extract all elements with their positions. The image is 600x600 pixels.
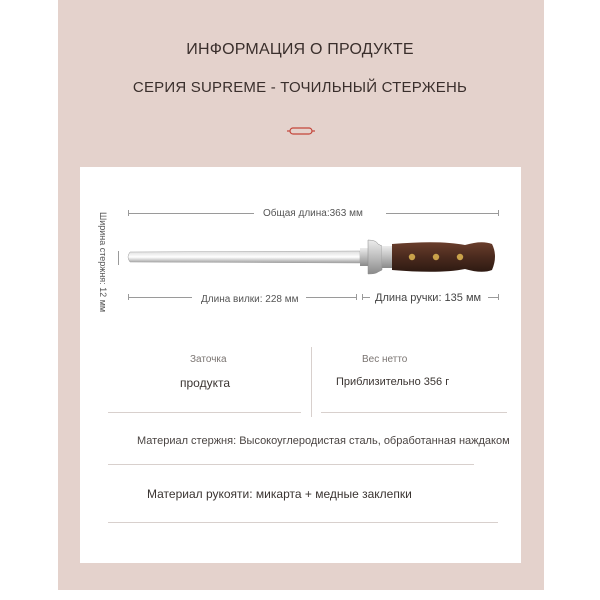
dim-line [386,213,499,214]
sharpening-title: Заточка [190,354,227,365]
row-divider [108,522,498,523]
total-length-label: Общая длина:363 мм [263,208,363,219]
dim-line [488,297,498,298]
width-marker [118,251,119,265]
sharpening-rod-illustration [120,234,504,282]
dim-tick [498,294,499,300]
sharpening-value: продукта [180,376,231,390]
dim-line [362,297,370,298]
weight-value: Приблизительно 356 г [336,376,450,388]
dim-tick [498,210,499,216]
row-divider [321,412,507,413]
row-divider [108,464,474,465]
column-divider [311,347,312,417]
rod-material: Материал стержня: Высокоуглеродистая сталь, обработанная наждаком [137,435,510,447]
dim-line [306,297,356,298]
handle-material: Материал рукояти: микарта + медные заклепки [147,487,412,501]
handle-length-label: Длина ручки: 135 мм [375,292,482,304]
dim-line [128,213,254,214]
spec-card [80,167,521,563]
ornament-icon [287,126,315,136]
dim-line [128,297,192,298]
row-divider [108,412,301,413]
rod-width-label: Ширина стержня: 12 мм [98,212,108,313]
page-title: ИНФОРМАЦИЯ О ПРОДУКТЕ [186,41,414,58]
page-subtitle: СЕРИЯ SUPREME - ТОЧИЛЬНЫЙ СТЕРЖЕНЬ [132,79,468,96]
rod-length-label: Длина вилки: 228 мм [201,294,299,305]
dim-tick [356,294,357,300]
weight-title: Вес нетто [362,354,408,365]
